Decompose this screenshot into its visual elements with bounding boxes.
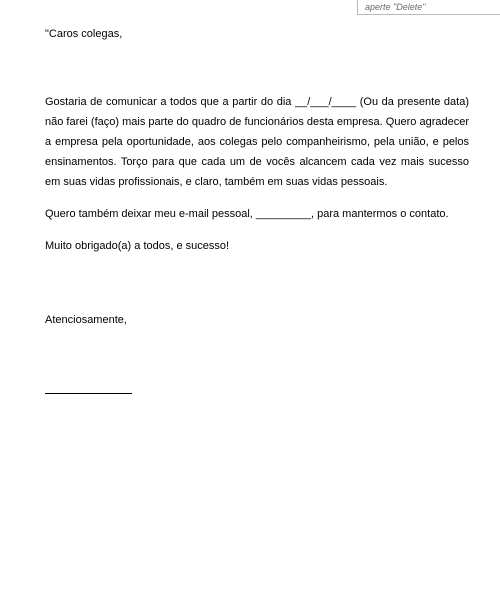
signature-line	[45, 392, 132, 394]
letter-body	[45, 24, 469, 394]
letter-greeting: "Caros colegas,	[45, 28, 123, 40]
letter-main-paragraph: Gostaria de comunicar a todos que a partir do dia __/___/____ (Ou da presente data) não farei (faço) mais parte do quadro de funcionários desta empresa. Quero agradecer a empresa pela oportunidade, aos colegas pelo companheirismo, pela união, e pelos ensinamentos. Torço para que cada um de vocês alcancem cada vez mais sucesso em suas vidas profissionais, e claro, também em suas vidas pessoais.	[45, 96, 469, 188]
letter-email-line: Quero também deixar meu e-mail pessoal, _________, para mantermos o contato.	[45, 208, 449, 220]
letter-closing: Atenciosamente,	[45, 314, 127, 326]
instruction-note	[357, 0, 500, 15]
letter-thanks-line: Muito obrigado(a) a todos, e sucesso!	[45, 240, 230, 252]
instruction-note-text: aperte "Delete"	[365, 2, 426, 12]
